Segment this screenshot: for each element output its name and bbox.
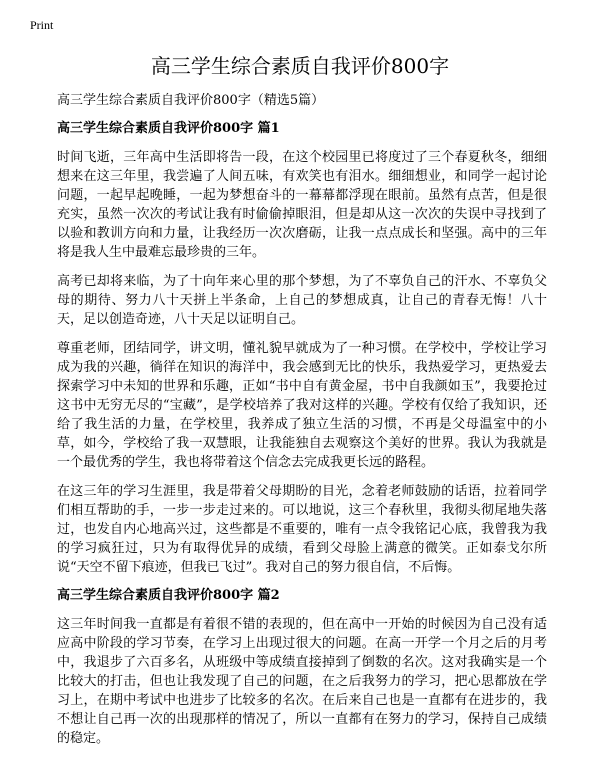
section-2 <box>57 587 547 748</box>
paragraph: 尊重老师，团结同学，讲文明，懂礼貌早就成为了一种习惯。在学校中，学校让学习成为我的兴趣，徜徉在知识的海洋中，我会感到无比的快乐，我热爱学习，更热爱去探索学习中未知的世界和乐趣，正如“书中自有黄金屋，书中自我颜如玉”，我要抢过这书中无穷无尽的“宝藏”，是学校培养了我对这样的兴趣。学校有仅给了我知识，还给了我生活的力量，在学校里，我养成了独立生活的习惯，不再是父母温室中的小草，如今，学校给了我一双慧眼，让我能独自去观察这个美好的世界。我认为我就是一个最优秀的学生，我也将带着这个信念去完成我更长远的路程。 <box>57 341 547 470</box>
print-label: Print <box>30 18 54 32</box>
document-body <box>57 120 547 758</box>
paragraph: 这三年时间我一直都是有着很不错的表现的，但在高中一开始的时候因为自己没有适应高中阶段的学习节奏，在学习上出现过很大的问题。在高一开学一个月之后的月考中，我退步了六百多名，从班级中等成绩直接掉到了倒数的名次。这对我确实是一个比较大的打击，但也让我发现了自己的问题，在之后我努力的学习，把心思都放在学习上，在期中考试中也进步了比较多的名次。在后来自己也是一直都有在进步的，我不想让自己再一次的出现那样的情况了，所以一直都有在努力的学习，保持自己成绩的稳定。 <box>57 617 547 746</box>
document-title: 高三学生综合素质自我评价800字 <box>150 54 450 78</box>
section-heading: 高三学生综合素质自我评价800字 篇2 <box>57 588 280 603</box>
paragraph: 高考已却将来临，为了十向年来心里的那个梦想，为了不辜负自己的汗水、不辜负父母的期待、努力八十天拼上半条命，上自己的梦想成真，让自己的青春无悔！八十天，足以创造奇迹，八十天足以证明自己。 <box>57 274 547 327</box>
document-subtitle: 高三学生综合素质自我评价800字（精选5篇） <box>57 93 325 108</box>
paragraph: 时间飞逝，三年高中生活即将告一段，在这个校园里已将度过了三个春夏秋冬，细细想来在这三年里，我尝遍了人间五味，有欢笑也有泪水。细细想业，和同学一起讨论问题，一起早起晚睡，一起为梦想奋斗的一幕幕都浮现在眼前。虽然有点苦，但是很充实，虽然一次次的考试让我有时偷偷掉眼泪，但是却从这一次次的失误中寻找到了以验和教训方向和力量，让我经历一次次磨砺，让我一点点成长和坚强。高中的三年将是我人生中最难忘最珍贵的三年。 <box>57 150 547 260</box>
section-1 <box>57 120 547 577</box>
section-heading: 高三学生综合素质自我评价800字 篇1 <box>57 121 280 136</box>
paragraph: 在这三年的学习生涯里，我是带着父母期盼的目光，念着老师鼓励的话语，拉着同学们相互帮助的手，一步一步走过来的。可以地说，这三个春秋里，我彻头彻尾地失落过，也发自内心地高兴过，这些都是不重要的，唯有一点令我铭记心底，我曾我为我的学习疯狂过，只为有取得优异的成绩，看到父母脸上满意的微笑。正如泰戈尔所说“天空不留下痕迹，但我已飞过”。我对自己的努力很自信，不后悔。 <box>57 484 547 575</box>
